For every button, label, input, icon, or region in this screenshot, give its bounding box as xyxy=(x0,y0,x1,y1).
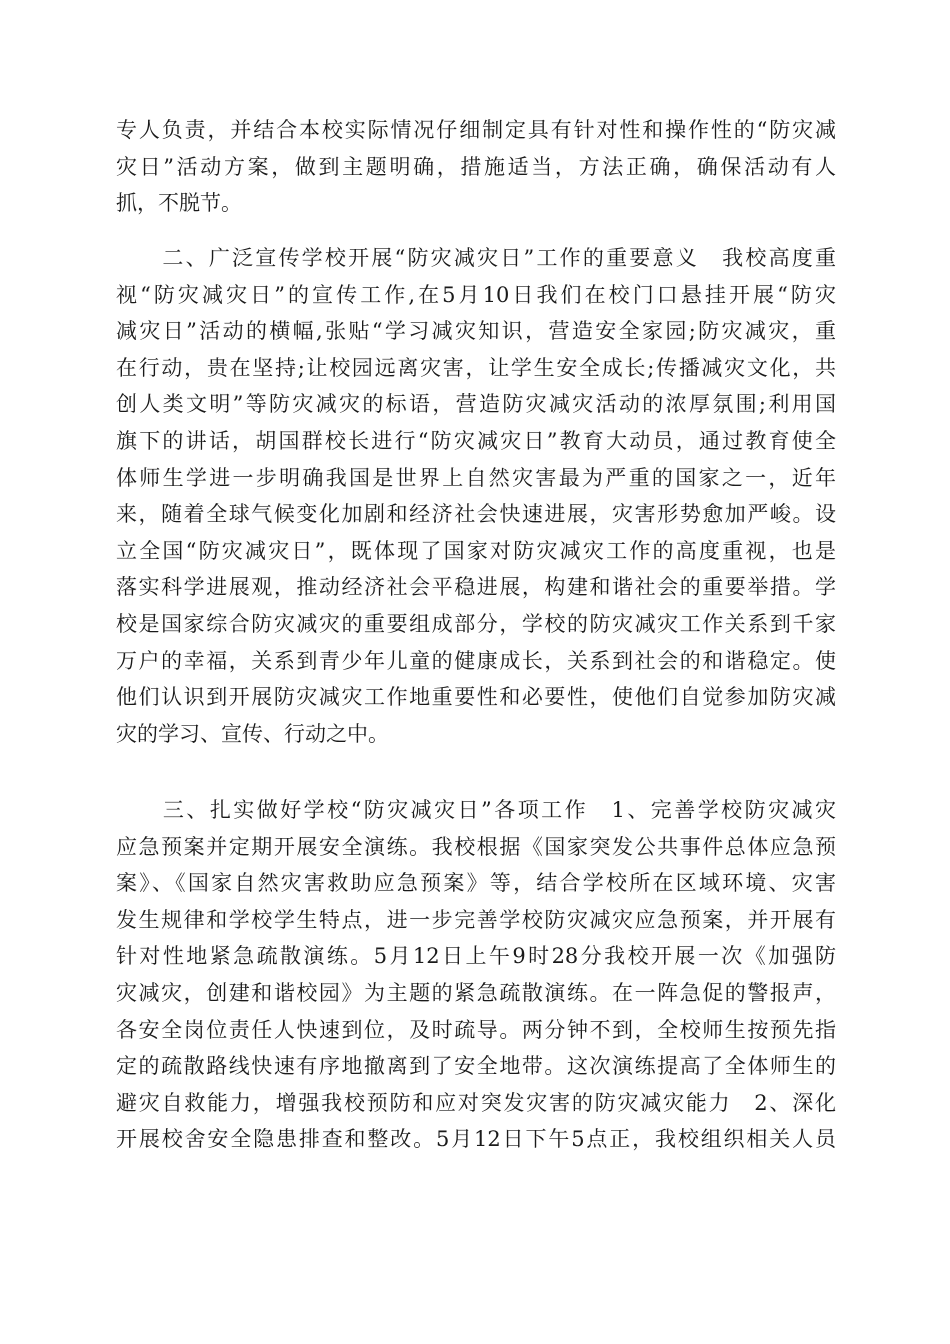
text-line: 旗下的讲话，胡国群校长进行“防灾减灾日”教育大动员，通过教育使全 xyxy=(116,428,836,453)
text-line: 避灾自救能力，增强我校预防和应对突发灾害的防灾减灾能力 2、深化 xyxy=(116,1090,836,1115)
text-line: 抓，不脱节。 xyxy=(116,191,242,216)
text-line: 立全国“防灾减灾日”，既体现了国家对防灾减灾工作的高度重视，也是 xyxy=(116,538,836,563)
text-line: 各安全岗位责任人快速到位，及时疏导。两分钟不到，全校师生按预先指 xyxy=(116,1017,836,1042)
text-line: 案》、《国家自然灾害救助应急预案》等，结合学校所在区域环境、灾害 xyxy=(116,871,836,896)
paragraph-1 xyxy=(116,112,836,222)
text-line: 减灾日”活动的横幅,张贴“学习减灾知识，营造安全家园;防灾减灾，重 xyxy=(116,319,836,344)
text-line: 落实科学进展观，推动经济社会平稳进展，构建和谐社会的重要举措。学 xyxy=(116,575,836,600)
text-line: 开展校舍安全隐患排查和整改。5月12日下午5点正，我校组织相关人员 xyxy=(116,1127,836,1152)
text-line: 三、扎实做好学校“防灾减灾日”各项工作 1、完善学校防灾减灾 xyxy=(116,798,836,822)
text-line: 创人类文明”等防灾减灾的标语，营造防灾减灾活动的浓厚氛围;利用国 xyxy=(116,392,836,417)
text-line: 来，随着全球气候变化加剧和经济社会快速进展，灾害形势愈加严峻。设 xyxy=(116,502,836,527)
text-line: 灾减灾，创建和谐校园》为主题的紧急疏散演练。在一阵急促的警报声， xyxy=(116,980,836,1005)
text-line: 在行动，贵在坚持;让校园远离灾害，让学生安全成长;传播减灾文化，共 xyxy=(116,355,836,380)
text-line: 专人负责，并结合本校实际情况仔细制定具有针对性和操作性的“防灾减 xyxy=(116,118,836,142)
text-line: 针对性地紧急疏散演练。5月12日上午9时28分我校开展一次《加强防 xyxy=(116,944,836,969)
paragraph-3 xyxy=(116,792,836,1158)
text-line: 万户的幸福，关系到青少年儿童的健康成长，关系到社会的和谐稳定。使 xyxy=(116,648,836,673)
text-line: 灾的学习、宣传、行动之中。 xyxy=(116,721,389,746)
paragraph-2 xyxy=(116,240,836,752)
text-line: 视“防灾减灾日”的宣传工作,在5月10日我们在校门口悬挂开展“防灾 xyxy=(116,282,836,307)
text-line: 二、广泛宣传学校开展“防灾减灾日”工作的重要意义 我校高度重 xyxy=(116,246,836,270)
text-line: 体师生学进一步明确我国是世界上自然灾害最为严重的国家之一，近年 xyxy=(116,465,836,490)
text-line: 他们认识到开展防灾减灾工作地重要性和必要性，使他们自觉参加防灾减 xyxy=(116,685,836,710)
text-line: 校是国家综合防灾减灾的重要组成部分，学校的防灾减灾工作关系到千家 xyxy=(116,611,836,636)
text-line: 应急预案并定期开展安全演练。我校根据《国家突发公共事件总体应急预 xyxy=(116,834,836,859)
text-line: 灾日”活动方案，做到主题明确，措施适当，方法正确，确保活动有人 xyxy=(116,154,836,179)
text-line: 定的疏散路线快速有序地撤离到了安全地带。这次演练提高了全体师生的 xyxy=(116,1054,836,1079)
text-line: 发生规律和学校学生特点，进一步完善学校防灾减灾应急预案，并开展有 xyxy=(116,907,836,932)
